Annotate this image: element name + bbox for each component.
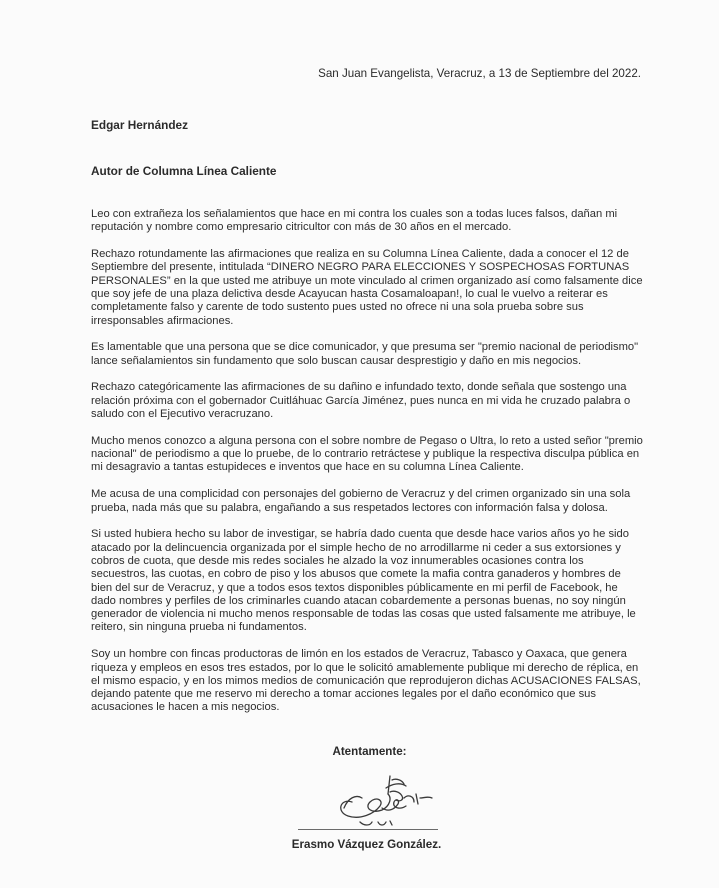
recipient-role: Autor de Columna Línea Caliente [91,164,277,178]
paragraph-2: Rechazo rotundamente las afirmaciones que realiza en su Columna Línea Caliente, dada a conocer el 12 de Septiembre del presente, intitulada “DINERO NEGRO PARA ELECCIONES Y SOSPECHOSAS FORTUNAS PERSONALES” en la que usted me atribuye un mote vinculado al crimen organizado así como falsamente dice que soy jefe de una plaza delictiva desde Acayucan hasta Cosamaloapan!, lo cual le vuelvo a reiterar es completamente falso y carente de todo sustento pues usted no ofrece ni una sola prueba sobre sus irresponsables afirmaciones. [91,248,643,327]
paragraph-5: Mucho menos conozco a alguna persona con el sobre nombre de Pegaso o Ultra, lo reto a usted señor "premio nacional" de periodismo a que lo pruebe, de lo contrario retráctese y publique la respectiva disculpa pública en mi desagravio a tantas estupideces e inventos que hace en su columna Línea Caliente. [91,434,643,474]
signature-line [298,829,438,830]
signer-name: Erasmo Vázquez González. [291,838,442,851]
closing: Atentamente: [332,745,407,758]
paragraph-3: Es lamentable que una persona que se dice comunicador, y que presuma ser "premio nacional de periodismo" lance señalamientos sin fundamento que solo buscan causar desprestigio y daño en mis negocios. [91,341,639,367]
recipient-name: Edgar Hernández [91,118,189,132]
handwritten-signature [330,768,440,828]
paragraph-8: Soy un hombre con fincas productoras de limón en los estados de Veracruz, Tabasco y Oaxaca, que genera riqueza y empleos en esos tres estados, por lo que le solicitó amablemente publique mi derecho de réplica, en el mismo espacio, y en los mimos medios de comunicación que reprodujeron dichas ACUSACIONES FALSAS, dejando patente que me reservo mi derecho a tomar acciones legales por el daño económico que sus acusaciones le hacen a mis negocios. [91,648,641,714]
paragraph-6: Me acusa de una complicidad con personajes del gobierno de Veracruz y del crimen organizado sin una sola prueba, nada más que su palabra, engañando a sus respetados lectores con información falsa y dolosa. [91,488,631,514]
letter-body [91,208,643,728]
paragraph-4: Rechazo categóricamente las afirmaciones de su dañino e infundado texto, donde señala que sostengo una relación próxima con el gobernador Cuitláhuac García Jiménez, pues nunca en mi vida he cruzado palabra o saludo con el Ejecutivo veracruzano. [91,381,631,421]
paragraph-7: Si usted hubiera hecho su labor de investigar, se habría dado cuenta que desde hace varios años yo he sido atacado por la delincuencia organizada por el simple hecho de no arrodillarme ni ceder a sus extorsiones y cobros de cuota, que desde mis redes sociales he alzado la voz innumerables ocasiones contra los secuestros, las cuotas, en cobro de piso y los abusos que comete la mafia contra ganaderos y hombres de bien del sur de Veracruz, y que a todos esos textos disponibles públicamente en mi perfil de Facebook, he dado nombres y perfiles de los criminarles cuando atacan cobardemente a personas buenas, no soy ningún generador de violencia ni mucho menos responsable de todas las cosas que usted falsamente me atribuye, le reitero, sin ninguna prueba ni fundamentos. [91,528,636,634]
dateline: San Juan Evangelista, Veracruz, a 13 de Septiembre del 2022. [318,67,641,80]
paragraph-1: Leo con extrañeza los señalamientos que hace en mi contra los cuales son a todas luces falsos, dañan mi reputación y nombre como empresario citricultor con más de 30 años en el mercado. [91,208,618,234]
